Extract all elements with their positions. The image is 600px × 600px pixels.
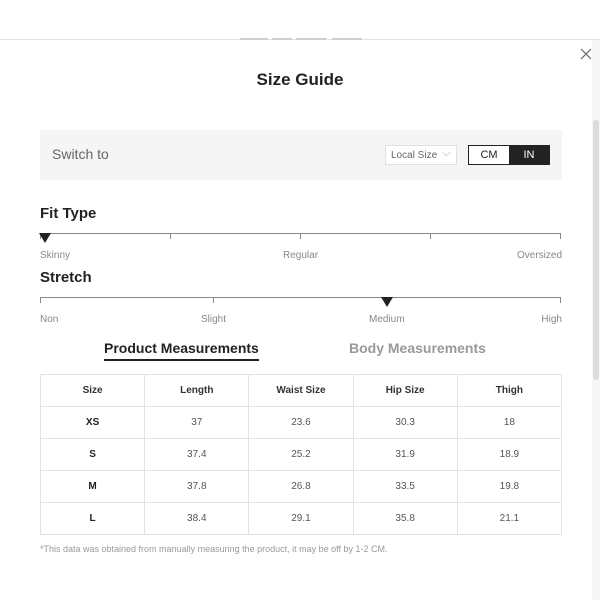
local-size-dropdown[interactable] — [385, 145, 457, 165]
table-cell: 37.8 — [145, 471, 249, 503]
table-header-row — [41, 375, 562, 407]
table-cell: XS — [41, 407, 145, 439]
table-cell: L — [41, 503, 145, 535]
stretch-label-slight: Slight — [201, 314, 227, 325]
table-row — [41, 471, 562, 503]
close-button[interactable] — [578, 46, 594, 62]
stretch-label-medium: Medium — [369, 314, 405, 325]
column-header: Size — [41, 375, 145, 407]
table-cell: 23.6 — [249, 407, 353, 439]
table-cell: 19.8 — [457, 471, 561, 503]
unit-in-button[interactable]: IN — [509, 146, 549, 164]
chevron-down-icon: ﹀ — [441, 152, 451, 162]
stretch-label-non: Non — [40, 314, 59, 325]
fit-label-oversized: Oversized — [516, 250, 562, 261]
table-cell: 31.9 — [353, 439, 457, 471]
table-cell: 33.5 — [353, 471, 457, 503]
size-table — [40, 374, 562, 535]
table-cell: 38.4 — [145, 503, 249, 535]
unit-cm-button[interactable]: CM — [469, 146, 509, 164]
table-cell: 25.2 — [249, 439, 353, 471]
column-header: Waist Size — [249, 375, 353, 407]
table-row — [41, 407, 562, 439]
table-cell: 26.8 — [249, 471, 353, 503]
fit-label-regular: Regular — [283, 250, 319, 261]
stretch-selected-marker — [381, 297, 393, 307]
modal-scrollbar[interactable] — [592, 40, 600, 600]
scale-tick — [300, 233, 301, 239]
measurement-tabs — [0, 340, 600, 368]
table-cell: M — [41, 471, 145, 503]
scale-tick — [40, 297, 41, 303]
stretch-title: Stretch — [40, 269, 92, 286]
modal-title: Size Guide — [256, 70, 344, 89]
column-header: Thigh — [457, 375, 561, 407]
table-row — [41, 503, 562, 535]
scale-tick — [560, 233, 561, 239]
unit-toggle — [468, 145, 550, 165]
column-header: Hip Size — [353, 375, 457, 407]
scale-tick — [170, 233, 171, 239]
scale-tick — [430, 233, 431, 239]
table-cell: 35.8 — [353, 503, 457, 535]
table-row — [41, 439, 562, 471]
fit-type-title: Fit Type — [40, 205, 97, 222]
table-cell: 21.1 — [457, 503, 561, 535]
unit-switch-bar — [40, 130, 562, 180]
stretch-label-high: High — [541, 314, 562, 325]
table-cell: 30.3 — [353, 407, 457, 439]
column-header: Length — [145, 375, 249, 407]
fit-label-skinny: Skinny — [40, 250, 71, 261]
page-backdrop — [0, 0, 600, 40]
local-size-label: Local Size — [391, 150, 438, 161]
tab-body-measurements[interactable]: Body Measurements — [349, 340, 486, 356]
table-cell: S — [41, 439, 145, 471]
fit-selected-marker — [39, 233, 51, 243]
table-cell: 37 — [145, 407, 249, 439]
measurement-footnote: *This data was obtained from manually measuring the product, it may be off by 1-2 CM. — [40, 544, 388, 554]
scale-tick — [213, 297, 214, 303]
table-cell: 37.4 — [145, 439, 249, 471]
close-icon — [578, 46, 594, 62]
scale-line — [40, 297, 561, 298]
scale-tick — [560, 297, 561, 303]
switch-label: Switch to — [52, 146, 109, 162]
table-cell: 29.1 — [249, 503, 353, 535]
tab-product-measurements[interactable]: Product Measurements — [104, 340, 259, 356]
table-cell: 18 — [457, 407, 561, 439]
table-cell: 18.9 — [457, 439, 561, 471]
